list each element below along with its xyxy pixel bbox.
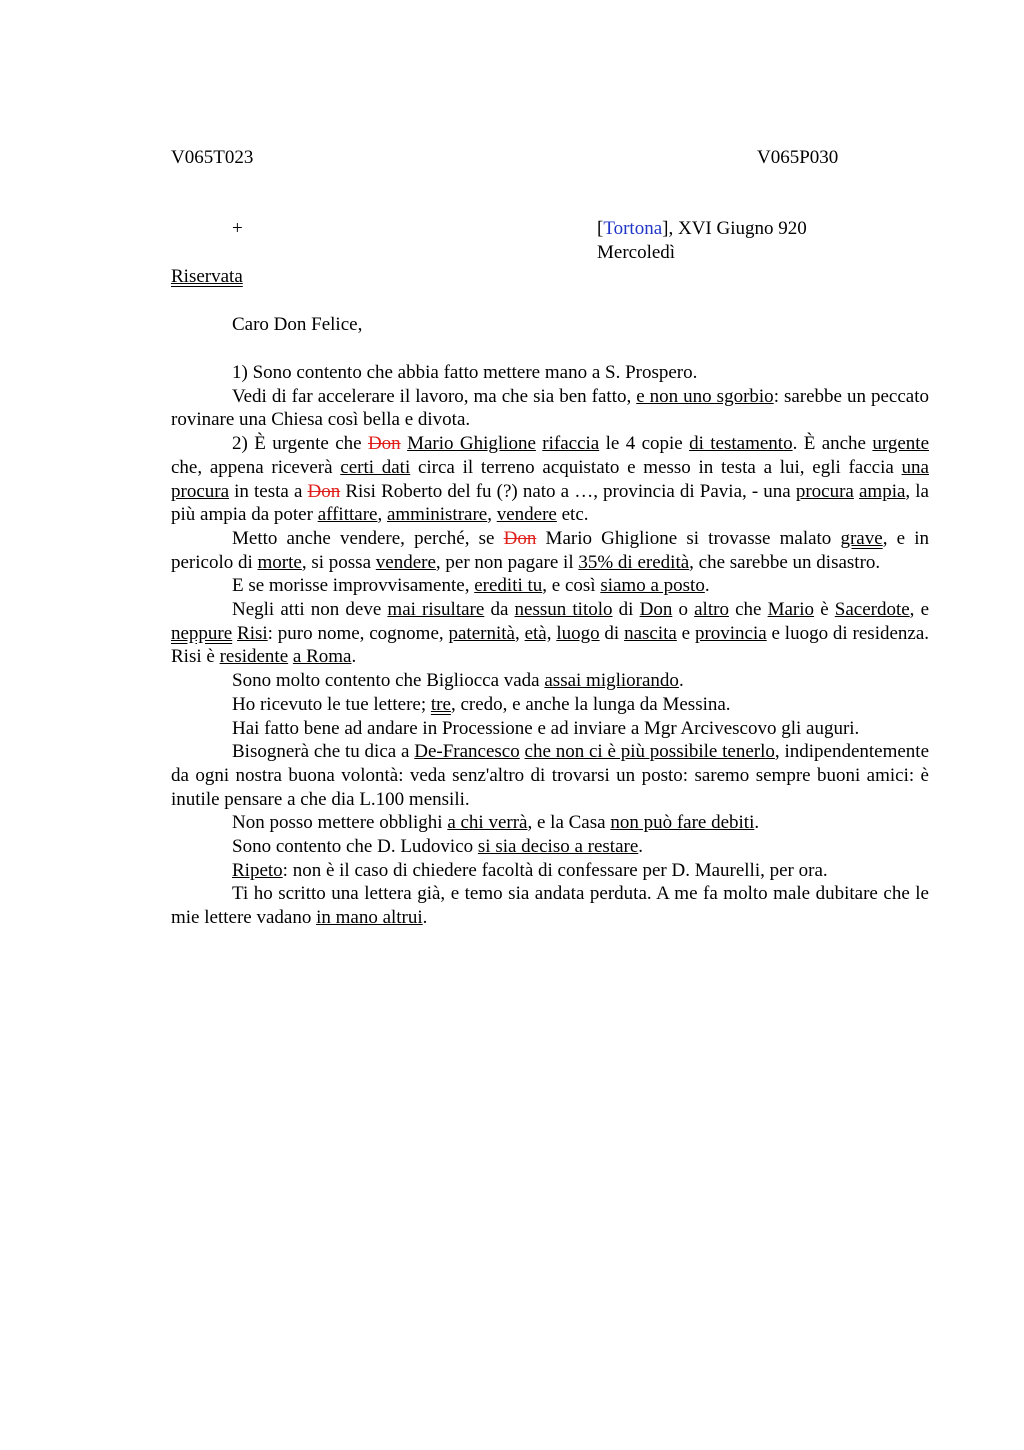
text-run: , che sarebbe un disastro. [689,551,881,573]
underlined-text: non può fare debiti [610,812,755,834]
text-run: Ho ricevuto le tue lettere; [232,693,431,715]
underlined-text: rifaccia [542,433,600,455]
paragraph-6 [171,598,929,669]
paragraph-11 [171,811,929,835]
underlined-text: assai migliorando [544,670,679,692]
paragraph-14 [171,882,929,929]
paragraph-5 [171,574,929,598]
text-run: che [728,599,768,621]
underlined-text: altro [694,599,729,621]
underlined-text: affittare [317,504,378,526]
text-run: E se morisse improvvisamente, [232,575,475,597]
open-bracket: [ [597,218,604,239]
confidential-marker: Riservata [171,266,243,287]
underlined-text: amministrare [386,504,488,526]
text-run: , indipendentemente da ogni nostra buona volontà: veda senz'altro di trovarsi un posto: saremo sempre buoni amici: è inutile pensare a che dia L.100 mensili. [171,741,930,810]
text-run: Risi Roberto del fu (?) nato a …, provincia di Pavia, - una [340,480,796,502]
text-run: 1) Sono contento che abbia fatto mettere mano a S. Prospero. [232,362,698,383]
underlined-text: a Roma [292,646,352,668]
underlined-text: tre [430,693,451,715]
underlined-text: urgente [872,433,930,455]
text-run: Hai fatto bene ad andare in Processione e ad inviare a Mgr Arcivescovo gli auguri. [232,717,860,739]
paragraph-1 [171,361,929,385]
underlined-text: provincia [694,622,767,644]
underlined-text: una procura [171,456,929,502]
underlined-text: Risi [237,622,268,644]
text-run: etc. [556,504,589,526]
text-run: da [484,599,515,621]
text-run: e [676,622,695,644]
greeting: Caro Don Felice, [232,314,363,335]
underlined-text: erediti tu [474,575,543,597]
underlined-text: De-Francesco [414,741,520,763]
underlined-text: Mario Ghiglione [407,433,536,455]
text-run: Vedi di far accelerare il lavoro, ma che sia ben fatto, [232,385,637,407]
underlined-text: certi dati [340,456,411,478]
text-run: Sono contento che D. Ludovico [232,836,478,858]
text-run: che, appena riceverà [171,456,341,478]
underlined-text: siamo a posto [600,575,705,597]
text-run: , credo, e anche la lunga da Messina. [450,693,731,715]
paragraph-9 [171,717,929,741]
underlined-text: mai risultare [387,599,485,621]
underlined-text: residente [219,646,289,668]
text-run: , si possa [301,551,376,573]
text-run: Negli atti non deve [232,599,388,621]
text-run: le 4 copie [599,433,690,455]
underlined-text: Don [639,599,673,621]
text-run: , e in pericolo di [171,527,929,573]
letter-body [171,361,929,930]
underlined-text: neppure [171,622,233,644]
text-run: Sono molto contento che Bigliocca vada [232,670,545,692]
text-run: . [638,836,644,858]
text-run: . È anche [792,433,873,455]
text-run: o [672,599,695,621]
text-run: in testa a [229,480,308,502]
text-run: , e la Casa [527,812,611,834]
text-run: , la più ampia da poter [171,480,929,526]
paragraph-13 [171,859,929,883]
cross-symbol: + [232,218,243,239]
text-run: Bisognerà che tu dica a [232,741,415,763]
text-run: . [678,670,684,692]
underlined-text: grave [840,527,883,549]
text-run: 2) È urgente che [232,433,368,455]
date-text: ], XVI Giugno 920 [662,218,807,239]
paragraph-3 [171,432,929,527]
text-run: Metto anche vendere, perché, se [232,527,504,549]
place-name: Tortona [603,218,663,239]
underlined-text: procura [795,480,854,502]
underlined-text: morte [257,551,302,573]
document-code-left: V065T023 [171,147,254,168]
underlined-text: età, [524,622,552,644]
underlined-text: ampia [858,480,906,502]
underlined-text: nascita [624,622,677,644]
underlined-text: nessun titolo [514,599,613,621]
paragraph-10 [171,740,929,811]
text-run: , e così [542,575,601,597]
underlined-text: paternità [448,622,515,644]
text-run: : non è il caso di chiedere facoltà di confessare per D. Maurelli, per ora. [282,859,828,881]
underlined-text: di testamento [689,433,793,455]
text-run: , per non pagare il [435,551,579,573]
text-run: , e [909,599,929,621]
text-run: di [599,622,625,644]
text-run: : puro nome, cognome, [267,622,449,644]
underlined-text: a chi verrà [447,812,528,834]
underlined-text: Mario [767,599,815,621]
underlined-text: vendere [375,551,436,573]
paragraph-12 [171,835,929,859]
paragraph-7 [171,669,929,693]
weekday: Mercoledì [597,242,676,263]
deleted-word: Don [503,527,537,549]
text-run: . [422,907,428,929]
deleted-word: Don [307,480,341,502]
paragraph-4 [171,527,929,574]
text-run: di [612,599,640,621]
text-run: e luogo di residenza. Risi è [171,622,930,668]
text-run: Non posso mettere obblighi [232,812,448,834]
text-run: è [814,599,835,621]
underlined-text: 35% di eredità [578,551,690,573]
text-run: . [754,812,760,834]
underlined-text: Sacerdote [834,599,910,621]
text-run: circa il terreno acquistato e messo in testa a lui, egli faccia [410,456,902,478]
document-code-right: V065P030 [757,147,839,168]
text-run: Ti ho scritto una lettera già, e temo sia andata perduta. A me fa molto male dubitare che le mie lettere vadano [171,883,929,929]
text-run: . [351,646,357,668]
place-date-line [597,217,807,241]
paragraph-2 [171,385,929,432]
underlined-text: e non uno sgorbio [636,385,774,407]
text-run: , [514,622,525,644]
underlined-text: Ripeto [232,859,283,881]
underlined-text: in mano altrui [316,907,423,929]
paragraph-8 [171,693,929,717]
underlined-text: che non ci è più possibile tenerlo [524,741,775,763]
deleted-word: Don [367,433,401,455]
text-run: , [377,504,387,526]
underlined-text: luogo [556,622,600,644]
text-run: . [704,575,710,597]
text-run: : sarebbe un peccato rovinare una Chiesa così bella e divota. [171,385,930,431]
text-run: Mario Ghiglione si trovasse malato [536,527,841,549]
underlined-text: vendere [496,504,557,526]
underlined-text: si sia deciso a restare [477,836,639,858]
text-run: , [487,504,497,526]
